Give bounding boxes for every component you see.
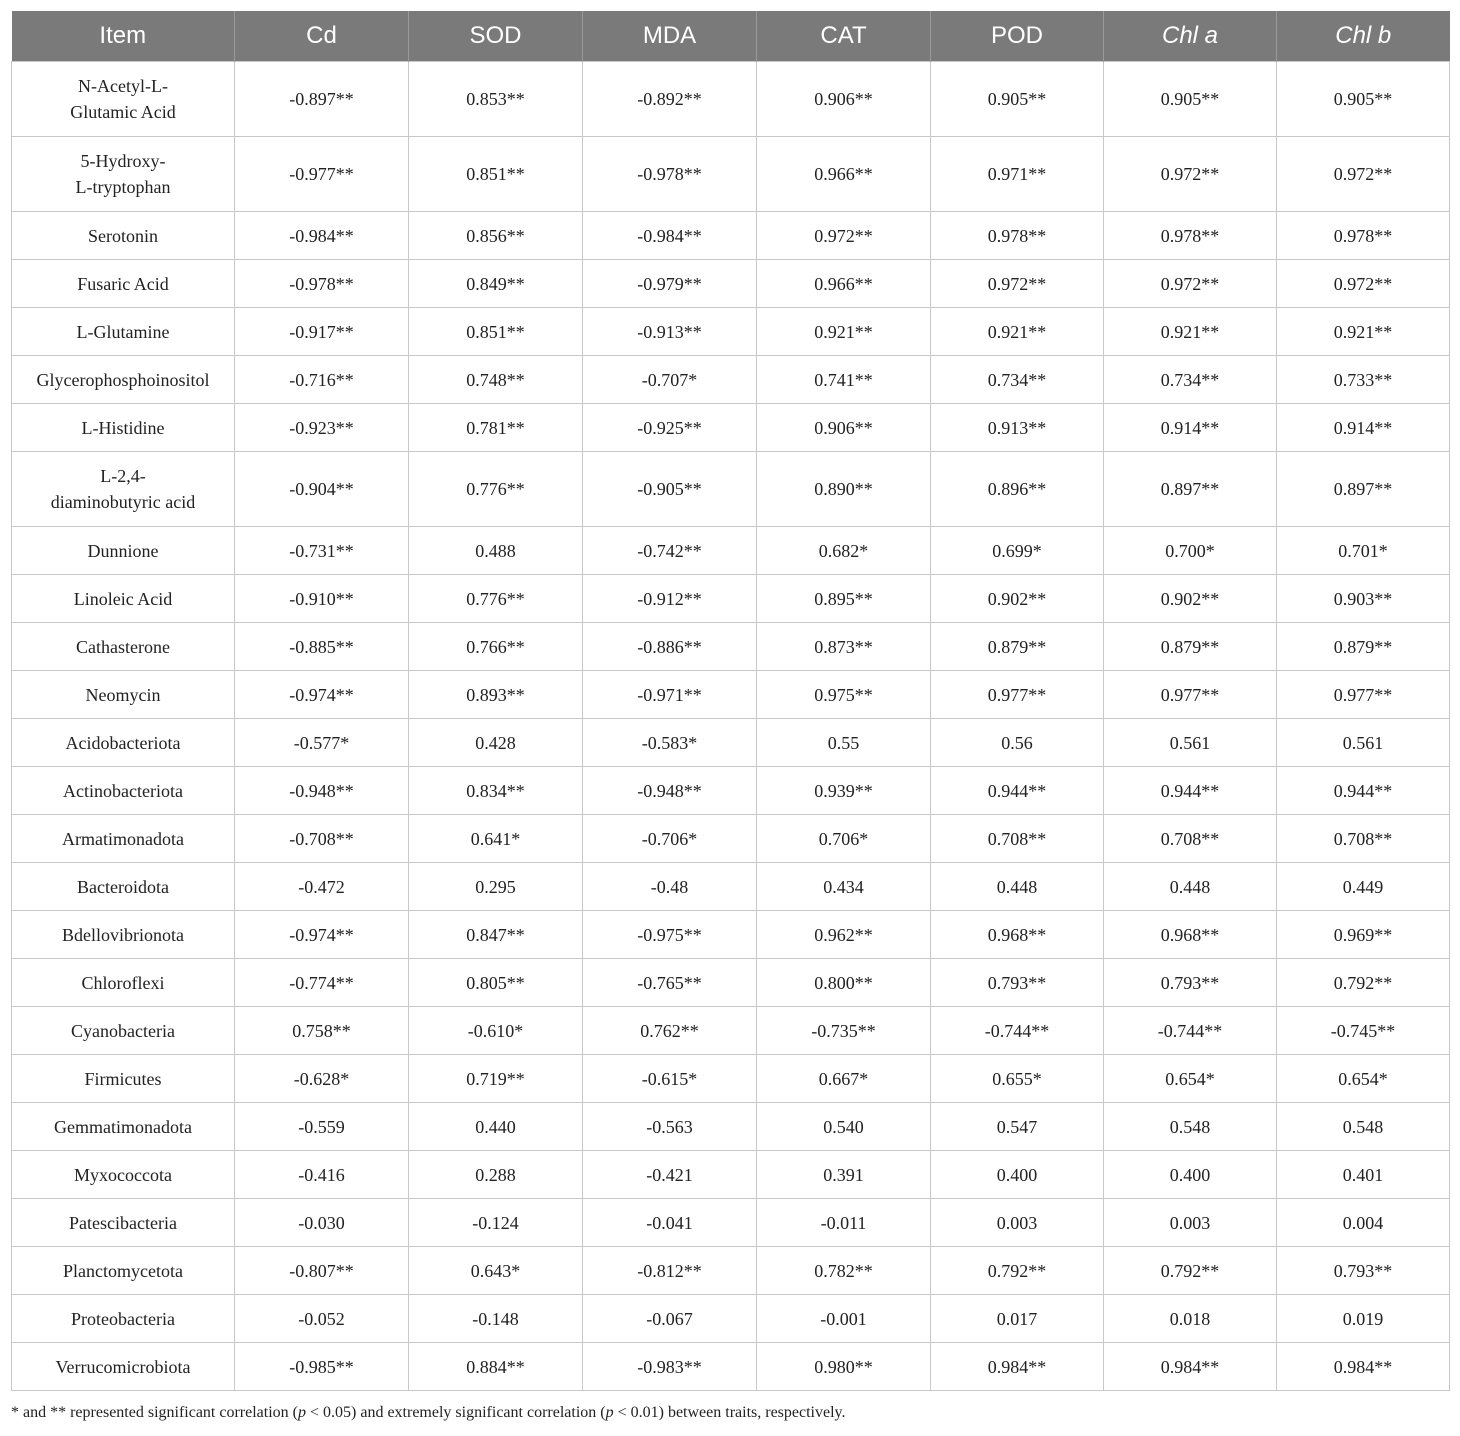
row-value-cell: 0.897** <box>1104 452 1277 527</box>
row-value-cell: 0.895** <box>757 575 931 623</box>
row-value-cell: 0.921** <box>1277 308 1450 356</box>
row-value-cell: 0.766** <box>409 623 583 671</box>
row-value-cell: -0.707* <box>583 356 757 404</box>
row-value-cell: -0.912** <box>583 575 757 623</box>
row-value-cell: -0.744** <box>931 1007 1104 1055</box>
row-value-cell: 0.978** <box>1104 212 1277 260</box>
table-footnote <box>11 1404 1449 1422</box>
row-value-cell: -0.706* <box>583 815 757 863</box>
correlation-table <box>11 11 1450 1391</box>
row-value-cell: -0.948** <box>583 767 757 815</box>
row-value-cell: 0.847** <box>409 911 583 959</box>
row-item-label: Gemmatimonadota <box>12 1103 235 1151</box>
row-value-cell: -0.892** <box>583 62 757 137</box>
row-value-cell: 0.902** <box>931 575 1104 623</box>
row-value-cell: 0.978** <box>1277 212 1450 260</box>
row-item-label: Bdellovibrionota <box>12 911 235 959</box>
row-item-label: Cathasterone <box>12 623 235 671</box>
table-row <box>12 1103 1450 1151</box>
header-cd: Cd <box>235 11 409 62</box>
table-row <box>12 356 1450 404</box>
header-row <box>12 11 1450 62</box>
row-value-cell: 0.56 <box>931 719 1104 767</box>
row-value-cell: 0.972** <box>1277 260 1450 308</box>
row-value-cell: -0.948** <box>235 767 409 815</box>
row-value-cell: -0.735** <box>757 1007 931 1055</box>
row-value-cell: -0.910** <box>235 575 409 623</box>
row-value-cell: 0.873** <box>757 623 931 671</box>
row-value-cell: -0.563 <box>583 1103 757 1151</box>
row-value-cell: 0.896** <box>931 452 1104 527</box>
table-row <box>12 863 1450 911</box>
row-value-cell: 0.781** <box>409 404 583 452</box>
table-row <box>12 1343 1450 1391</box>
row-value-cell: 0.897** <box>1277 452 1450 527</box>
table-row <box>12 1247 1450 1295</box>
row-value-cell: 0.914** <box>1104 404 1277 452</box>
row-value-cell: -0.011 <box>757 1199 931 1247</box>
row-value-cell: 0.667* <box>757 1055 931 1103</box>
row-value-cell: 0.401 <box>1277 1151 1450 1199</box>
header-pod: POD <box>931 11 1104 62</box>
row-item-label: L-Glutamine <box>12 308 235 356</box>
row-value-cell: 0.913** <box>931 404 1104 452</box>
row-item-label: Bacteroidota <box>12 863 235 911</box>
row-value-cell: 0.400 <box>1104 1151 1277 1199</box>
row-item-label: Myxococcota <box>12 1151 235 1199</box>
row-value-cell: -0.041 <box>583 1199 757 1247</box>
row-value-cell: 0.540 <box>757 1103 931 1151</box>
row-value-cell: 0.701* <box>1277 527 1450 575</box>
row-value-cell: 0.708** <box>1277 815 1450 863</box>
row-value-cell: 0.793** <box>1277 1247 1450 1295</box>
row-item-label: Planctomycetota <box>12 1247 235 1295</box>
row-value-cell: -0.48 <box>583 863 757 911</box>
table-row <box>12 671 1450 719</box>
row-value-cell: -0.886** <box>583 623 757 671</box>
row-value-cell: 0.971** <box>931 137 1104 212</box>
row-value-cell: 0.851** <box>409 137 583 212</box>
row-value-cell: 0.288 <box>409 1151 583 1199</box>
row-value-cell: 0.944** <box>1277 767 1450 815</box>
row-value-cell: 0.849** <box>409 260 583 308</box>
row-value-cell: -0.974** <box>235 671 409 719</box>
row-value-cell: -0.716** <box>235 356 409 404</box>
row-value-cell: 0.966** <box>757 137 931 212</box>
row-value-cell: 0.400 <box>931 1151 1104 1199</box>
row-value-cell: -0.030 <box>235 1199 409 1247</box>
header-chl-b: Chl b <box>1277 11 1450 62</box>
row-value-cell: -0.978** <box>235 260 409 308</box>
row-value-cell: 0.939** <box>757 767 931 815</box>
table-row <box>12 308 1450 356</box>
row-value-cell: -0.917** <box>235 308 409 356</box>
row-value-cell: -0.974** <box>235 911 409 959</box>
row-value-cell: -0.925** <box>583 404 757 452</box>
row-value-cell: 0.792** <box>931 1247 1104 1295</box>
table-row <box>12 1199 1450 1247</box>
row-value-cell: 0.906** <box>757 404 931 452</box>
row-value-cell: 0.968** <box>1104 911 1277 959</box>
row-value-cell: 0.758** <box>235 1007 409 1055</box>
row-value-cell: 0.734** <box>931 356 1104 404</box>
row-value-cell: 0.762** <box>583 1007 757 1055</box>
row-value-cell: 0.851** <box>409 308 583 356</box>
row-value-cell: -0.421 <box>583 1151 757 1199</box>
table-row <box>12 452 1450 527</box>
row-value-cell: 0.972** <box>1104 260 1277 308</box>
row-value-cell: 0.905** <box>1104 62 1277 137</box>
row-value-cell: 0.488 <box>409 527 583 575</box>
row-value-cell: 0.682* <box>757 527 931 575</box>
table-row <box>12 212 1450 260</box>
row-value-cell: -0.897** <box>235 62 409 137</box>
table-row <box>12 137 1450 212</box>
row-value-cell: -0.983** <box>583 1343 757 1391</box>
row-value-cell: 0.962** <box>757 911 931 959</box>
row-value-cell: -0.885** <box>235 623 409 671</box>
row-value-cell: 0.853** <box>409 62 583 137</box>
row-value-cell: 0.440 <box>409 1103 583 1151</box>
row-value-cell: 0.561 <box>1104 719 1277 767</box>
row-item-label: Verrucomicrobiota <box>12 1343 235 1391</box>
row-item-label: Firmicutes <box>12 1055 235 1103</box>
table-row <box>12 575 1450 623</box>
row-value-cell: -0.708** <box>235 815 409 863</box>
row-value-cell: 0.805** <box>409 959 583 1007</box>
row-item-label: L-Histidine <box>12 404 235 452</box>
row-item-label: Neomycin <box>12 671 235 719</box>
row-value-cell: -0.610* <box>409 1007 583 1055</box>
footnote-part-1: * and ** represented significant correlation ( <box>11 1404 298 1421</box>
table-header <box>12 11 1450 62</box>
header-mda: MDA <box>583 11 757 62</box>
row-value-cell: -0.001 <box>757 1295 931 1343</box>
row-value-cell: 0.003 <box>931 1199 1104 1247</box>
table-row <box>12 719 1450 767</box>
row-value-cell: 0.792** <box>1277 959 1450 1007</box>
row-value-cell: 0.641* <box>409 815 583 863</box>
row-value-cell: -0.978** <box>583 137 757 212</box>
row-value-cell: 0.643* <box>409 1247 583 1295</box>
row-value-cell: 0.884** <box>409 1343 583 1391</box>
row-value-cell: -0.745** <box>1277 1007 1450 1055</box>
header-item: Item <box>12 11 235 62</box>
correlation-table-container <box>11 11 1449 1391</box>
row-item-label: Patescibacteria <box>12 1199 235 1247</box>
row-item-label: Proteobacteria <box>12 1295 235 1343</box>
row-value-cell: -0.904** <box>235 452 409 527</box>
row-value-cell: 0.944** <box>931 767 1104 815</box>
row-value-cell: 0.741** <box>757 356 931 404</box>
row-value-cell: 0.655* <box>931 1055 1104 1103</box>
row-value-cell: 0.019 <box>1277 1295 1450 1343</box>
table-row <box>12 815 1450 863</box>
row-value-cell: 0.977** <box>1277 671 1450 719</box>
row-item-label: Dunnione <box>12 527 235 575</box>
row-value-cell: 0.905** <box>1277 62 1450 137</box>
row-value-cell: 0.391 <box>757 1151 931 1199</box>
row-value-cell: 0.428 <box>409 719 583 767</box>
row-value-cell: 0.748** <box>409 356 583 404</box>
row-value-cell: -0.731** <box>235 527 409 575</box>
row-value-cell: 0.921** <box>1104 308 1277 356</box>
row-value-cell: 0.55 <box>757 719 931 767</box>
row-value-cell: 0.295 <box>409 863 583 911</box>
row-item-label: Fusaric Acid <box>12 260 235 308</box>
table-row <box>12 260 1450 308</box>
row-value-cell: -0.977** <box>235 137 409 212</box>
row-value-cell: 0.966** <box>757 260 931 308</box>
row-value-cell: 0.782** <box>757 1247 931 1295</box>
row-item-label: Chloroflexi <box>12 959 235 1007</box>
row-value-cell: -0.913** <box>583 308 757 356</box>
row-value-cell: 0.448 <box>1104 863 1277 911</box>
row-value-cell: 0.890** <box>757 452 931 527</box>
row-value-cell: 0.654* <box>1277 1055 1450 1103</box>
table-row <box>12 404 1450 452</box>
row-value-cell: 0.706* <box>757 815 931 863</box>
row-value-cell: 0.733** <box>1277 356 1450 404</box>
row-value-cell: -0.905** <box>583 452 757 527</box>
row-value-cell: 0.972** <box>931 260 1104 308</box>
row-value-cell: -0.985** <box>235 1343 409 1391</box>
table-row <box>12 1055 1450 1103</box>
row-value-cell: 0.793** <box>1104 959 1277 1007</box>
row-value-cell: 0.708** <box>1104 815 1277 863</box>
row-value-cell: -0.583* <box>583 719 757 767</box>
table-row <box>12 527 1450 575</box>
row-value-cell: -0.807** <box>235 1247 409 1295</box>
table-row <box>12 911 1450 959</box>
row-value-cell: 0.004 <box>1277 1199 1450 1247</box>
row-value-cell: -0.979** <box>583 260 757 308</box>
row-value-cell: 0.921** <box>757 308 931 356</box>
footnote-p-symbol-2: p <box>605 1404 614 1421</box>
row-value-cell: -0.124 <box>409 1199 583 1247</box>
row-item-label: Armatimonadota <box>12 815 235 863</box>
row-value-cell: 0.972** <box>1277 137 1450 212</box>
row-value-cell: -0.744** <box>1104 1007 1277 1055</box>
row-value-cell: 0.905** <box>931 62 1104 137</box>
row-value-cell: 0.879** <box>931 623 1104 671</box>
row-item-label: 5-Hydroxy- L-tryptophan <box>12 137 235 212</box>
row-item-label: Linoleic Acid <box>12 575 235 623</box>
row-value-cell: -0.742** <box>583 527 757 575</box>
row-value-cell: -0.984** <box>235 212 409 260</box>
table-row <box>12 767 1450 815</box>
row-item-label: N-Acetyl-L- Glutamic Acid <box>12 62 235 137</box>
row-value-cell: 0.984** <box>931 1343 1104 1391</box>
row-value-cell: -0.628* <box>235 1055 409 1103</box>
row-value-cell: 0.977** <box>1104 671 1277 719</box>
row-value-cell: 0.972** <box>1104 137 1277 212</box>
footnote-part-2: < 0.05) and extremely significant correlation ( <box>306 1404 606 1421</box>
row-value-cell: -0.774** <box>235 959 409 1007</box>
row-value-cell: -0.923** <box>235 404 409 452</box>
row-value-cell: 0.700* <box>1104 527 1277 575</box>
row-item-label: Cyanobacteria <box>12 1007 235 1055</box>
row-value-cell: -0.971** <box>583 671 757 719</box>
row-value-cell: -0.812** <box>583 1247 757 1295</box>
table-row <box>12 1295 1450 1343</box>
row-value-cell: 0.792** <box>1104 1247 1277 1295</box>
row-value-cell: 0.902** <box>1104 575 1277 623</box>
row-item-label: Glycerophosphoinositol <box>12 356 235 404</box>
row-value-cell: -0.577* <box>235 719 409 767</box>
row-value-cell: -0.067 <box>583 1295 757 1343</box>
table-row <box>12 1151 1450 1199</box>
table-row <box>12 1007 1450 1055</box>
row-value-cell: -0.416 <box>235 1151 409 1199</box>
row-value-cell: 0.449 <box>1277 863 1450 911</box>
row-item-label: Acidobacteriota <box>12 719 235 767</box>
table-body <box>12 62 1450 1391</box>
row-value-cell: 0.977** <box>931 671 1104 719</box>
row-value-cell: 0.879** <box>1277 623 1450 671</box>
row-value-cell: 0.548 <box>1277 1103 1450 1151</box>
row-value-cell: 0.978** <box>931 212 1104 260</box>
row-value-cell: 0.793** <box>931 959 1104 1007</box>
row-value-cell: -0.472 <box>235 863 409 911</box>
row-value-cell: -0.615* <box>583 1055 757 1103</box>
row-value-cell: 0.972** <box>757 212 931 260</box>
table-row <box>12 623 1450 671</box>
row-value-cell: 0.547 <box>931 1103 1104 1151</box>
row-value-cell: -0.984** <box>583 212 757 260</box>
row-value-cell: 0.548 <box>1104 1103 1277 1151</box>
footnote-part-3: < 0.01) between traits, respectively. <box>613 1404 846 1421</box>
row-value-cell: 0.975** <box>757 671 931 719</box>
row-value-cell: 0.776** <box>409 452 583 527</box>
row-value-cell: 0.879** <box>1104 623 1277 671</box>
row-value-cell: 0.003 <box>1104 1199 1277 1247</box>
row-value-cell: 0.561 <box>1277 719 1450 767</box>
row-value-cell: -0.052 <box>235 1295 409 1343</box>
header-chl-a: Chl a <box>1104 11 1277 62</box>
row-item-label: L-2,4- diaminobutyric acid <box>12 452 235 527</box>
header-sod: SOD <box>409 11 583 62</box>
row-value-cell: 0.856** <box>409 212 583 260</box>
footnote-p-symbol-1: p <box>298 1404 306 1421</box>
row-value-cell: 0.980** <box>757 1343 931 1391</box>
row-value-cell: 0.984** <box>1277 1343 1450 1391</box>
row-value-cell: 0.017 <box>931 1295 1104 1343</box>
row-value-cell: 0.914** <box>1277 404 1450 452</box>
row-value-cell: 0.968** <box>931 911 1104 959</box>
row-item-label: Actinobacteriota <box>12 767 235 815</box>
row-value-cell: 0.984** <box>1104 1343 1277 1391</box>
row-value-cell: 0.906** <box>757 62 931 137</box>
row-value-cell: 0.944** <box>1104 767 1277 815</box>
row-value-cell: -0.975** <box>583 911 757 959</box>
row-value-cell: 0.654* <box>1104 1055 1277 1103</box>
row-value-cell: -0.765** <box>583 959 757 1007</box>
header-cat: CAT <box>757 11 931 62</box>
row-value-cell: 0.699* <box>931 527 1104 575</box>
row-value-cell: 0.834** <box>409 767 583 815</box>
row-value-cell: 0.434 <box>757 863 931 911</box>
table-row <box>12 959 1450 1007</box>
row-value-cell: 0.719** <box>409 1055 583 1103</box>
row-value-cell: 0.800** <box>757 959 931 1007</box>
row-value-cell: 0.969** <box>1277 911 1450 959</box>
row-value-cell: -0.559 <box>235 1103 409 1151</box>
row-item-label: Serotonin <box>12 212 235 260</box>
row-value-cell: 0.708** <box>931 815 1104 863</box>
row-value-cell: 0.893** <box>409 671 583 719</box>
row-value-cell: 0.734** <box>1104 356 1277 404</box>
row-value-cell: 0.921** <box>931 308 1104 356</box>
row-value-cell: 0.018 <box>1104 1295 1277 1343</box>
row-value-cell: 0.903** <box>1277 575 1450 623</box>
row-value-cell: -0.148 <box>409 1295 583 1343</box>
row-value-cell: 0.776** <box>409 575 583 623</box>
table-row <box>12 62 1450 137</box>
row-value-cell: 0.448 <box>931 863 1104 911</box>
